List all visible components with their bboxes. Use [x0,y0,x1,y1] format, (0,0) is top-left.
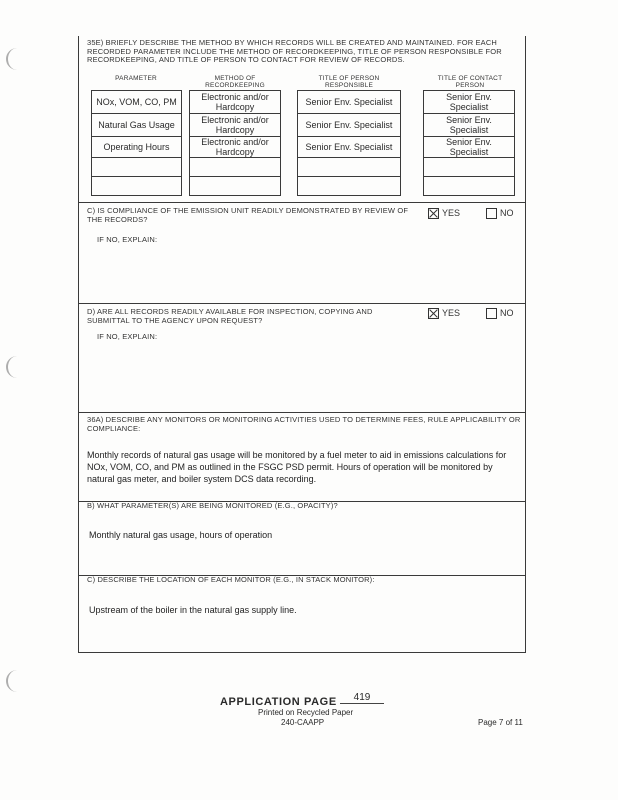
table-cell [91,157,182,177]
header-responsible: TITLE OF PERSON RESPONSIBLE [318,75,380,89]
table-cell: Senior Env. Specialist [297,90,401,114]
table-cell: NOx, VOM, CO, PM [91,90,182,114]
table-cell: Senior Env. Specialist [423,90,515,114]
explain-label: IF NO, EXPLAIN: [97,235,158,244]
table-cell [189,176,281,196]
binder-hole-top [6,48,22,70]
application-page-title: APPLICATION PAGE [220,696,337,708]
recycled-note: Printed on Recycled Paper [258,708,354,717]
section-c-question: C) IS COMPLIANCE OF THE EMISSION UNIT READILY DEMONSTRATED BY REVIEW OF THE RECORDS? [87,206,409,224]
page-number: 419 [340,692,384,704]
table-cell: Senior Env. Specialist [423,136,515,158]
no-label: NO [500,208,514,218]
table-cell [297,176,401,196]
yes-label: YES [442,208,461,218]
explain-label: IF NO, EXPLAIN: [97,332,158,341]
section-36a-answer: Monthly records of natural gas usage will be monitored by a fuel meter to aid in emissions calculations for NOx, VOM, CO, and PM as outlined in the FSGC PSD permit. Hours of operation will be monitored by natural gas meter, and boiler system DCS data recording. [87,450,507,484]
header-method: METHOD OF RECORDKEEPING [205,75,265,89]
section-b-answer: Monthly natural gas usage, hours of operation [89,530,273,540]
table-cell [91,176,182,196]
no-checkbox[interactable] [486,308,497,319]
table-cell: Electronic and/or Hardcopy [189,136,281,158]
table-cell: Operating Hours [91,136,182,158]
binder-hole-bottom [6,670,22,692]
table-cell: Natural Gas Usage [91,113,182,137]
divider [79,303,525,304]
section-c2-answer: Upstream of the boiler in the natural gas supply line. [89,605,297,615]
table-cell: Electronic and/or Hardcopy [189,90,281,114]
no-label: NO [500,308,514,318]
section-d-question: D) ARE ALL RECORDS READILY AVAILABLE FOR INSPECTION, COPYING AND SUBMITTAL TO THE AGENCY UPON REQUEST? [87,307,373,325]
header-parameter: PARAMETER [115,75,157,82]
table-cell [423,157,515,177]
header-contact: TITLE OF CONTACT PERSON [437,75,503,89]
section-b-question: B) WHAT PARAMETER(S) ARE BEING MONITORED (E.G., OPACITY)? [87,501,338,510]
table-cell: Senior Env. Specialist [423,113,515,137]
form-id: 240-CAAPP [281,718,325,727]
table-cell [297,157,401,177]
divider [79,202,525,203]
binder-hole-middle [6,356,22,378]
section-36a-question: 36A) DESCRIBE ANY MONITORS OR MONITORING ACTIVITIES USED TO DETERMINE FEES, RULE APPLICABILITY OR COMPLIANCE: [87,415,521,433]
yes-checkbox[interactable] [428,308,439,319]
table-cell: Electronic and/or Hardcopy [189,113,281,137]
table-cell: Senior Env. Specialist [297,113,401,137]
table-cell [189,157,281,177]
no-checkbox[interactable] [486,208,497,219]
table-cell [423,176,515,196]
page-of: Page 7 of 11 [478,718,523,727]
section-c2-question: C) DESCRIBE THE LOCATION OF EACH MONITOR (E.G., IN STACK MONITOR): [87,575,375,584]
table-cell: Senior Env. Specialist [297,136,401,158]
form-frame [78,36,526,653]
divider [79,412,525,413]
yes-checkbox[interactable] [428,208,439,219]
yes-label: YES [442,308,461,318]
section-35e-question: 35E) BRIEFLY DESCRIBE THE METHOD BY WHICH RECORDS WILL BE CREATED AND MAINTAINED. FOR EACH RECORDED PARAMETER INCLUDE THE METHOD OF RECORDKEEPING, TITLE OF PERSON RESPONSIBLE FOR RECORDKEEPING, AND TITLE OF PERSON TO CONTACT FOR REVIEW OF RECORDS. [87,38,502,64]
